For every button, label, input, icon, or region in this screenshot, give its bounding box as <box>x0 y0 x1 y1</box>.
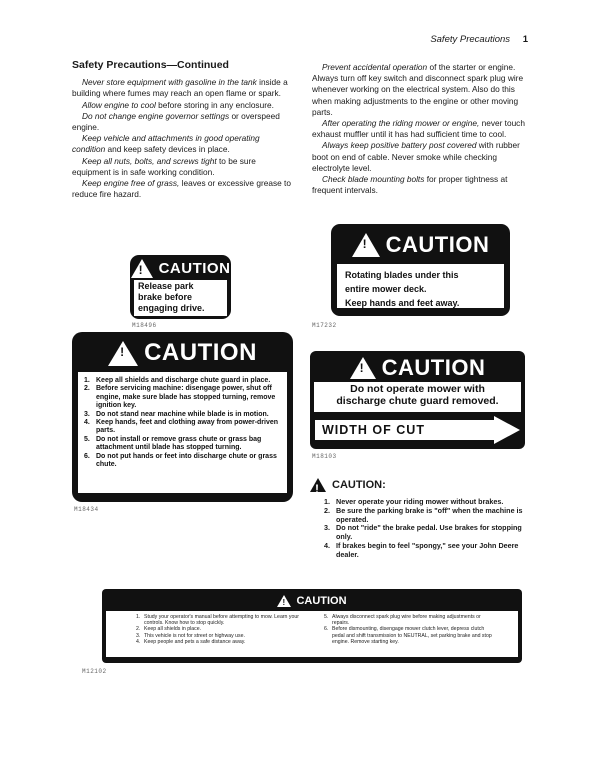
sign-instruction-list-right <box>324 614 494 655</box>
paragraph-lead: Do not change engine governor settings <box>82 110 230 121</box>
sign-text-panel <box>337 264 504 308</box>
width-of-cut-arrow <box>314 416 521 444</box>
caution-sign-shields <box>72 332 293 502</box>
warning-triangle-icon <box>108 341 138 366</box>
paragraph <box>72 77 292 99</box>
arrow-label: WIDTH OF CUT <box>322 423 425 437</box>
list-item <box>84 419 281 436</box>
item-text: Keep hands, feet and clothing away from power-driven parts. <box>96 419 279 435</box>
item-number: 1. <box>136 614 141 620</box>
paragraph <box>72 156 292 178</box>
item-number: 5. <box>84 435 90 443</box>
caution-sign-discharge-chute <box>310 351 525 449</box>
list-item <box>84 453 281 470</box>
sign-header <box>337 228 504 262</box>
sign-caution-word: CAUTION <box>158 259 231 277</box>
sign-line: Do not operate mower with <box>350 383 485 395</box>
paragraph-lead: Keep vehicle and attachments in good operating condition <box>72 133 260 155</box>
paragraph-text: for proper tightness at frequent intervals. <box>312 174 508 196</box>
item-text: Do not put hands or feet into discharge chute or grass chute. <box>96 452 277 469</box>
item-number: 4. <box>324 540 330 550</box>
item-number: 2. <box>84 385 90 393</box>
item-number: 3. <box>324 523 330 533</box>
paragraph-text: inside a building where fumes may reach an open flame or spark. <box>72 77 288 99</box>
item-number: 2. <box>324 505 330 515</box>
sign-code: M12102 <box>82 668 107 675</box>
section-title: Safety Precautions—Continued <box>72 59 229 71</box>
sign-text-panel <box>314 382 521 412</box>
paragraph-lead: Allow engine to cool <box>82 99 156 110</box>
item-number: 4. <box>136 638 141 645</box>
sign-instruction-list <box>84 377 281 469</box>
warning-triangle-icon <box>352 233 380 257</box>
caution-sign-park-brake <box>130 255 231 319</box>
header-section-title: Safety Precautions <box>430 34 511 45</box>
paragraph <box>312 62 534 118</box>
paragraph-lead: Check blade mounting bolts <box>322 174 425 185</box>
paragraph-lead: Always keep positive battery post covered <box>322 140 477 151</box>
paragraph <box>312 174 534 196</box>
item-number: 1. <box>84 377 90 384</box>
list-item <box>84 377 281 385</box>
item-number: 3. <box>136 632 141 639</box>
sign-caution-word: CAUTION <box>144 339 257 366</box>
caution-list-header <box>310 478 530 492</box>
sign-line: Keep hands and feet away. <box>345 298 460 308</box>
list-item <box>324 614 494 626</box>
item-text: Do not "ride" the brake pedal. Use brakes for stopping only. <box>336 523 522 542</box>
paragraph-text: to be sure equipment is in safe working condition. <box>72 155 256 177</box>
warning-triangle-icon <box>310 478 326 492</box>
paragraph-lead: After operating the riding mower or engine, <box>322 118 480 129</box>
sign-header <box>134 258 231 278</box>
sign-code: M17232 <box>312 322 337 329</box>
warning-triangle-icon <box>131 259 153 278</box>
list-item <box>84 385 281 410</box>
caution-list-title: CAUTION: <box>332 479 386 491</box>
sign-line: engaging drive. <box>138 303 205 313</box>
item-number: 4. <box>84 419 90 427</box>
list-item <box>324 507 530 525</box>
sign-text-panel <box>134 280 227 316</box>
sign-line: brake before <box>138 292 193 302</box>
page-header <box>430 34 528 45</box>
sign-caution-word: CAUTION <box>381 354 486 380</box>
paragraph <box>312 118 534 140</box>
brake-caution-list <box>310 478 530 560</box>
paragraph-text: of the starter or engine. Always turn off key switch and disconnect spark plug wire whenever working on the electrical system. Also do this when making adjustments to the engine or other moving parts. <box>312 62 524 117</box>
sign-line: entire mower deck. <box>345 284 427 294</box>
paragraph-lead: Keep engine free of grass, <box>82 178 180 189</box>
paragraph <box>72 133 292 155</box>
sign-header <box>106 591 518 611</box>
item-number: 2. <box>136 626 141 633</box>
right-column <box>312 62 534 196</box>
list-item <box>324 524 530 542</box>
sign-header <box>78 337 287 369</box>
caution-sign-rotating-blades <box>331 224 510 316</box>
item-number: 6. <box>324 626 329 633</box>
paragraph-text: and keep safety devices in place. <box>105 144 230 155</box>
sign-text-panel <box>106 611 518 657</box>
list-item <box>136 614 306 626</box>
caution-items <box>310 498 530 560</box>
warning-triangle-icon <box>350 357 376 379</box>
item-text: Keep all shields and discharge chute guard in place. <box>96 377 271 384</box>
paragraph-text: never touch exhaust muffler until it has had sufficient time to cool. <box>312 118 525 140</box>
warning-triangle-icon <box>277 595 291 607</box>
item-text: Keep all shields in place. <box>144 626 202 633</box>
sign-line: discharge chute guard removed. <box>336 395 499 407</box>
sign-line: Rotating blades under this <box>345 270 459 280</box>
paragraph-text: or overspeed engine. <box>72 110 280 133</box>
left-column <box>72 60 292 200</box>
sign-code: M18496 <box>132 322 157 329</box>
item-text: Keep people and pets a safe distance away. <box>144 638 246 645</box>
item-text: Be sure the parking brake is "off" when the machine is operated. <box>336 505 523 524</box>
paragraph-text: before storing in any enclosure. <box>155 99 274 110</box>
list-item <box>324 542 530 560</box>
item-number: 1. <box>324 497 330 506</box>
paragraph <box>312 140 534 174</box>
item-number: 6. <box>84 452 90 460</box>
caution-sign-operator-manual <box>102 589 522 663</box>
item-text: Do not stand near machine while blade is in motion. <box>96 410 269 418</box>
item-text: Before dismounting, disengage mower clutch lever, depress clutch pedal and shift transmission to NEUTRAL, set parking brake and stop engine. Remove starting key. <box>332 626 492 645</box>
item-text: Do not install or remove grass chute or grass bag attachment until blade has stopped turning. <box>96 435 262 452</box>
item-text: Always disconnect spark plug wire before making adjustments or repairs. <box>332 614 481 627</box>
list-item <box>84 411 281 419</box>
item-text: Never operate your riding mower without brakes. <box>336 497 504 506</box>
list-item <box>84 436 281 453</box>
paragraph-lead: Keep all nuts, bolts, and screws tight <box>82 155 217 166</box>
paragraph <box>72 100 292 111</box>
sign-caution-word: CAUTION <box>296 595 347 607</box>
item-text: Study your operator's manual before attempting to mow. Learn your controls. Know how to stop quickly. <box>144 614 299 627</box>
list-item <box>324 626 494 645</box>
item-number: 5. <box>324 614 329 620</box>
paragraph-lead: Prevent accidental operation <box>322 62 428 72</box>
sign-caution-word: CAUTION <box>385 232 490 257</box>
sign-line: Release park <box>138 281 194 291</box>
sign-header <box>314 355 521 380</box>
item-text: This vehicle is not for street or highway use. <box>144 632 245 639</box>
sign-code: M18103 <box>312 453 337 460</box>
sign-text-panel <box>78 372 287 493</box>
paragraph <box>72 178 292 200</box>
page-number: 1 <box>522 34 528 45</box>
list-item <box>136 639 306 645</box>
paragraph <box>72 111 292 133</box>
sign-code: M18434 <box>74 506 99 513</box>
item-text: Before servicing machine: disengage power, shut off engine, make sure blade has stopped turning, remove ignition key. <box>96 385 276 410</box>
sign-instruction-list-left <box>136 614 306 655</box>
item-number: 3. <box>84 410 90 418</box>
paragraph-text: with rubber boot on end of cable. Never smoke while checking electrolyte level. <box>312 140 520 173</box>
paragraph-lead: Never store equipment with gasoline in the tank <box>82 77 257 88</box>
item-text: If brakes begin to feel "spongy," see your John Deere dealer. <box>336 540 519 559</box>
paragraph-text: leaves or excessive grease to reduce fire hazard. <box>72 178 291 200</box>
